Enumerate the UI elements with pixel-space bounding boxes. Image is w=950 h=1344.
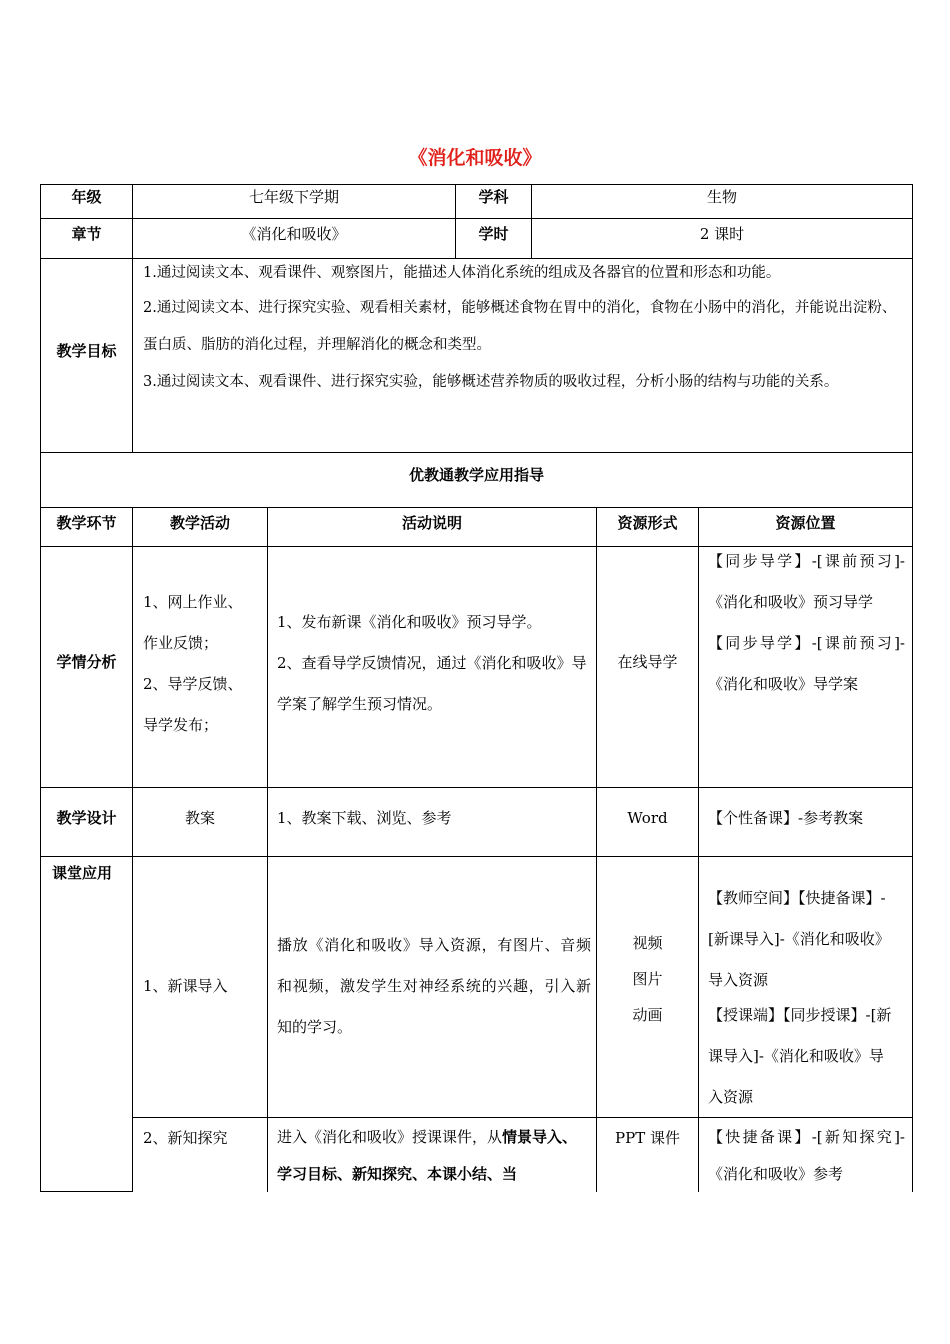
hours-label: 学时: [478, 225, 509, 243]
intro-form-3: 动画: [632, 1006, 663, 1024]
design-description: 1、教案下载、浏览、参考: [277, 809, 452, 827]
design-form: Word: [627, 809, 668, 827]
analysis-location-2: 【同步导学】-[课前预习]-《消化和吸收》导学案: [708, 634, 905, 693]
analysis-description-2: 2、查看导学反馈情况，通过《消化和吸收》导学案了解学生预习情况。: [277, 654, 587, 713]
objective-1: 1.通过阅读文本、观看课件、观察图片，能描述人体消化系统的组成及各器官的位置和形态和功能。: [143, 265, 781, 281]
header-activity: 教学活动: [169, 514, 230, 532]
intro-description: 播放《消化和吸收》导入资源，有图片、音频和视频，激发学生对神经系统的兴趣，引入新知的学习。: [277, 936, 591, 1036]
intro-location-1: 【教师空间】【快捷备课】-[新课导入]-《消化和吸收》导入资源: [708, 889, 890, 989]
analysis-location: [708, 541, 905, 705]
analysis-stage: 学情分析: [56, 653, 117, 671]
guide-title: 优教通教学应用指导: [408, 466, 544, 484]
header-stage: 教学环节: [56, 514, 117, 532]
analysis-description: [277, 602, 591, 725]
objectives-list: [143, 260, 907, 401]
grade-label: 年级: [71, 188, 102, 206]
explore-location: 【快捷备课】-[新知探究]-《消化和吸收》参考: [708, 1128, 905, 1183]
chapter-label: 章节: [71, 225, 102, 243]
analysis-description-1: 1、发布新课《消化和吸收》预习导学。: [277, 613, 542, 631]
analysis-form: 在线导学: [617, 653, 678, 671]
intro-activity: 1、新课导入: [143, 977, 228, 995]
analysis-activity-2: 2、导学反馈、导学发布；: [143, 675, 243, 734]
classroom-stage: 课堂应用: [52, 864, 113, 882]
hours-value: 2 课时: [699, 225, 745, 243]
objectives-label: 教学目标: [56, 342, 117, 360]
intro-form-1: 视频: [632, 934, 663, 952]
header-resource-form: 资源形式: [617, 514, 678, 532]
explore-description-plain: 进入《消化和吸收》授课课件，从: [277, 1128, 503, 1146]
header-description: 活动说明: [401, 514, 462, 532]
explore-form: PPT 课件: [615, 1129, 680, 1147]
header-resource-location: 资源位置: [775, 514, 836, 532]
grade-value: 七年级下学期: [248, 188, 339, 206]
intro-location-2: 【授课端】【同步授课】-[新课导入]-《消化和吸收》导入资源: [708, 1006, 892, 1106]
objective-2: 2.通过阅读文本、进行探究实验、观看相关素材，能够概述食物在胃中的消化，食物在小肠中的消化，并能说出淀粉、蛋白质、脂肪的消化过程，并理解消化的概念和类型。: [143, 300, 897, 353]
intro-location: [708, 878, 898, 1118]
explore-description: [277, 1119, 591, 1191]
explore-activity: 2、新知探究: [143, 1129, 228, 1147]
subject-label: 学科: [478, 188, 509, 206]
analysis-activity-1: 1、网上作业、作业反馈；: [143, 593, 243, 652]
analysis-activity: [143, 582, 255, 746]
design-location: 【个性备课】-参考教案: [708, 809, 864, 827]
intro-form: [597, 925, 698, 1033]
objective-3: 3.通过阅读文本、观看课件、进行探究实验，能够概述营养物质的吸收过程，分析小肠的结构与功能的关系。: [143, 374, 839, 390]
design-stage: 教学设计: [56, 809, 117, 827]
analysis-location-1: 【同步导学】-[课前预习]-《消化和吸收》预习导学: [708, 552, 905, 611]
explore-description-bold: 情景导入、学习目标、新知探究、本课小结、当: [277, 1128, 578, 1183]
intro-form-2: 图片: [632, 970, 663, 988]
document-title: 《消化和吸收》: [408, 147, 542, 169]
subject-value: 生物: [706, 188, 737, 206]
design-activity: 教案: [184, 809, 215, 827]
chapter-value: 《消化和吸收》: [241, 225, 347, 243]
